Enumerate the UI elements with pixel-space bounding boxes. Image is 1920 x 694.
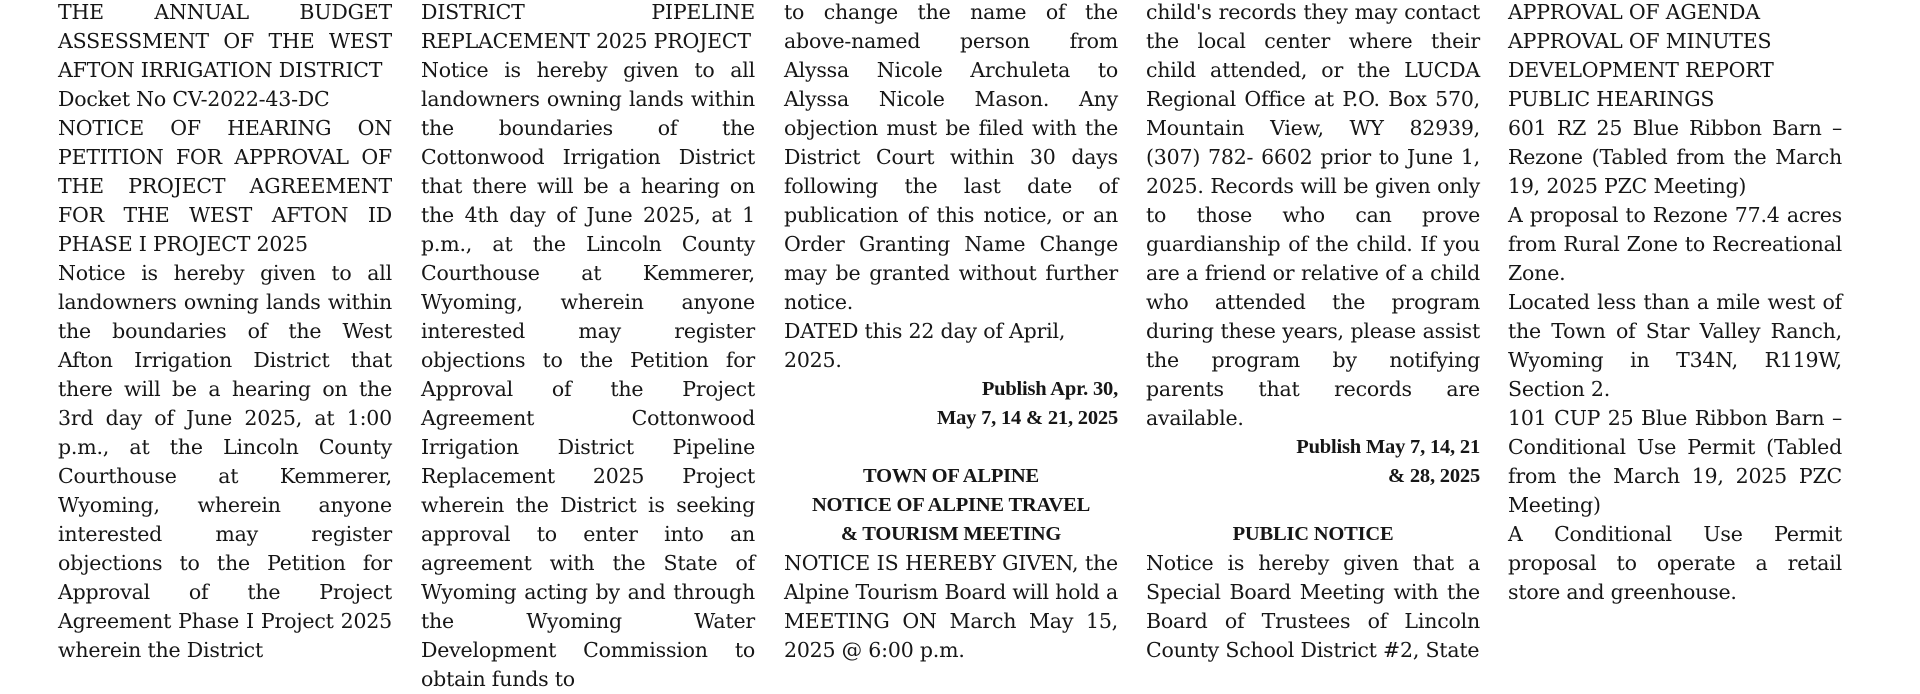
dated-line: DATED this 22 day of April, 2025. (784, 319, 1066, 372)
rezone-item-location: Located less than a mile west of the Town of Star Valley Ranch, Wyoming in T34N, R119W, Section 2. (1508, 290, 1842, 401)
budget-assessment-heading: THE ANNUAL BUDGET ASSESSMENT OF THE WEST AFTON IRRIGATION DISTRICT (58, 0, 392, 82)
column-5 (1508, 0, 1842, 607)
agenda-item: PUBLIC HEARINGS (1508, 87, 1715, 111)
name-change-body: to change the name of the above-named person from Alyssa Nicole Archuleta to Alyssa Nicole Mason. Any objection must be filed with the District Court within 30 days following the last date of publication of this notice, or an Order Granting Name Change may be granted without further notice. (784, 0, 1118, 314)
records-notice-body: child's records they may contact the local center where their child attended, or the LUCDA Regional Office at P.O. Box 570, Mountain View, WY 82939, (307) 782- 6602 prior to June 1, 2025. Records will be given only to those who can prove guardianship of the child. If you are a friend or relative of a child who attended the program during these years, please assist the program by notifying parents that records are available. (1146, 0, 1480, 430)
tourism-meeting-body: NOTICE IS HEREBY GIVEN, the Alpine Tourism Board will hold a MEETING ON March May 15, 2025 @ 6:00 p.m. (784, 551, 1118, 662)
rezone-item-description: A proposal to Rezone 77.4 acres from Rural Zone to Recreational Zone. (1508, 203, 1842, 285)
special-board-meeting-body: Notice is hereby given that a Special Board Meeting with the Board of Trustees of Lincoln County School District #2, State (1146, 551, 1480, 662)
docket-number: Docket No CV-2022-43-DC (58, 87, 330, 111)
cup-item-title: 101 CUP 25 Blue Ribbon Barn – Conditional Use Permit (Tabled from the March 19, 2025 PZC Meeting) (1508, 406, 1842, 517)
travel-notice-heading: NOTICE OF ALPINE TRAVEL (811, 494, 1091, 516)
spacer (784, 433, 1118, 462)
column-4 (1146, 0, 1480, 665)
spacer (1146, 491, 1480, 520)
hearing-notice-body: Notice is hereby given to all landowners owning lands within the boundaries of the West Afton Irrigation District that there will be a hearing on the 3rd day of June 2025, at 1:00 p.m., at the Lincoln County Courthouse at Kemmerer, Wyoming, wherein anyone interested may register objections to the Petition for Approval of the Project Agreement Phase I Project 2025 wherein the District (58, 261, 392, 662)
public-notice-heading: PUBLIC NOTICE (1232, 523, 1394, 545)
rezone-item-title: 601 RZ 25 Blue Ribbon Barn – Rezone (Tabled from the March 19, 2025 PZC Meeting) (1508, 116, 1842, 198)
publish-dates-line-2: & 28, 2025 (1388, 465, 1480, 487)
agenda-item: APPROVAL OF MINUTES (1508, 29, 1772, 53)
column-3 (784, 0, 1118, 665)
agenda-item: DEVELOPMENT REPORT (1508, 58, 1774, 82)
town-of-alpine-heading: TOWN OF ALPINE (862, 465, 1040, 487)
cup-item-description: A Conditional Use Permit proposal to operate a retail store and greenhouse. (1508, 522, 1842, 604)
publish-dates-line-1: Publish May 7, 14, 21 (1296, 436, 1480, 458)
column-2 (421, 0, 755, 694)
pipeline-project-heading: DISTRICT PIPELINE REPLACEMENT 2025 PROJECT (421, 0, 755, 53)
pipeline-notice-body: Notice is hereby given to all landowners owning lands within the boundaries of the Cottonwood Irrigation District that there will be a hearing on the 4th day of June 2025, at 1 p.m., at the Lincoln County Courthouse at Kemmerer, Wyoming, wherein anyone interested may register objections to the Petition for Approval of the Project Agreement Cottonwood Irrigation District Pipeline Replacement 2025 Project wherein the District is seeking approval to enter into an agreement with the State of Wyoming acting by and through the Wyoming Water Development Commission to obtain funds to (421, 58, 755, 691)
hearing-notice-heading: NOTICE OF HEARING ON PETITION FOR APPROVAL OF THE PROJECT AGREEMENT FOR THE WEST AFTON ID PHASE I PROJECT 2025 (58, 116, 392, 256)
column-1 (58, 0, 392, 665)
agenda-item: APPROVAL OF AGENDA (1508, 0, 1760, 24)
publish-dates-line-2: May 7, 14 & 21, 2025 (936, 407, 1118, 429)
tourism-meeting-heading: & TOURISM MEETING (840, 523, 1062, 545)
publish-dates-line-1: Publish Apr. 30, (981, 378, 1118, 400)
